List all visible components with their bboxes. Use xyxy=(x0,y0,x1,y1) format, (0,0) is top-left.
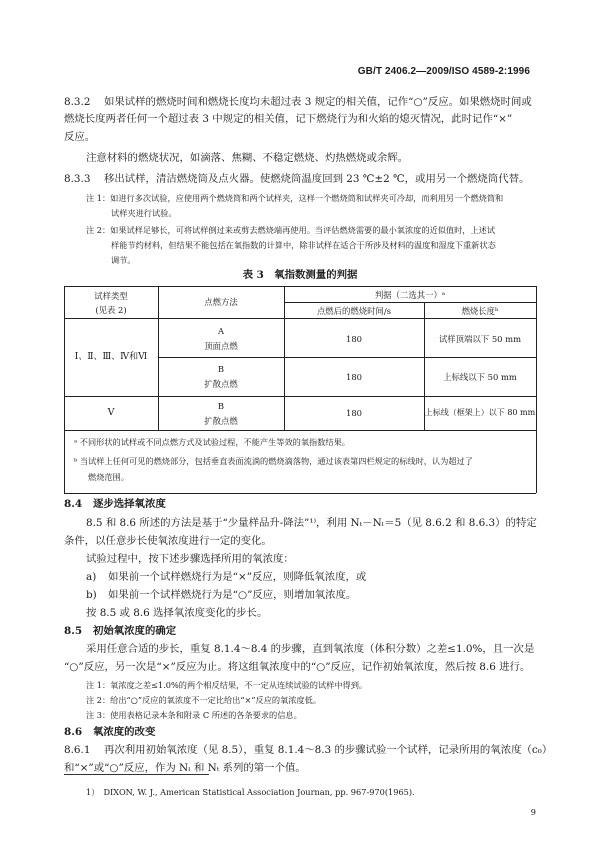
table-note-b-line2: 燃烧范围。 xyxy=(88,472,129,482)
table-row-2-method: 扩散点燃 xyxy=(204,379,238,389)
section-8-5-line1: 采用任意合适的步长，重复 8.1.4～8.4 的步骤，直到氧浓度（体积分数）之差≤1.0%，且一次是 xyxy=(86,643,535,655)
section-8-4-line3: 试验过程中，按下述步骤选择所用的氧浓度： xyxy=(86,553,294,565)
section-8-5-line2: “○”反应，另一次是“×”反应为止。将这组氧浓度中的“○”反应，记作初始氧浓度，然后按 8.6 进行。 xyxy=(64,661,531,673)
table-note-a: ᵃ 不同形状的试样或不同点燃方式及试验过程，不能产生等效的氧指数结果。 xyxy=(74,437,350,447)
section-8-4-title: 逐步选择氧浓度 xyxy=(93,498,166,510)
table-row-3-code: B xyxy=(217,401,225,411)
section-8-4-item-a: 如果前一个试样燃烧行为是“×”反应，则降低氧浓度，或 xyxy=(108,571,367,583)
section-8-4-item-b-label: b) xyxy=(86,589,97,601)
standard-header: GB/T 2406.2—2009/ISO 4589-2:1996 xyxy=(357,66,530,77)
table-top-rule xyxy=(64,286,536,287)
section-8-4-line2: 条件，以任意步长使氧浓度进行一定的变化。 xyxy=(64,535,272,547)
table-left-rule xyxy=(64,286,65,493)
section-8-5-number: 8.5 xyxy=(64,625,83,637)
section-8-3-2-line1: 如果试样的燃烧时间和燃烧长度均未超过表 3 规定的相关值，记作“○”反应。如果燃烧时间或 xyxy=(104,96,532,108)
section-8-5-title: 初始氧浓度的确定 xyxy=(93,625,177,637)
header-criteria: 判据（二选其一）ᵃ xyxy=(374,290,446,300)
section-8-6-1-line2: 和“×”或“○”反应，作为 Nₗ 和 Nₜ 系列的第一个值。 xyxy=(64,762,306,774)
table-notes-rule xyxy=(64,430,536,431)
footnote: 1） DIXON, W. J., American Statistical Association Journan, pp. 967-970(1965). xyxy=(86,787,415,797)
table-note-b-line1: ᵇ 当试样上任何可见的燃烧部分，包括垂直表面流淌的燃烧滴落物，通过该表第四栏规定的标线时，认为超过了 xyxy=(74,456,473,466)
section-8-6-1-number: 8.6.1 xyxy=(64,744,91,756)
section-8-3-2-line2: 燃烧长度两者任何一个超过表 3 中规定的相关值，记下燃烧行为和火焰的熄灭情况，此时记作“×” xyxy=(64,113,513,125)
table-row-3-time: 180 xyxy=(346,408,362,418)
table-row-3-method: 扩散点燃 xyxy=(204,416,238,426)
section-8-4-number: 8.4 xyxy=(64,498,83,510)
section-8-3-3-note1-line1: 注 1：如进行多次试验，应使用两个燃烧筒和两个试样夹，这样一个燃烧筒和试样夹可冷却，而利用另一个燃烧筒和 xyxy=(86,193,504,203)
section-8-6-1-line1: 再次利用初始氧浓度（见 8.5），重复 8.1.4～8.3 的步骤试验一个试样，记录所用的氧浓度（c₀） xyxy=(104,744,553,756)
header-specimen: 试样类型 xyxy=(94,291,128,301)
table-row-2-code: B xyxy=(217,364,225,374)
section-8-3-2-note: 注意材料的燃烧状况，如滴落、焦糊、不稳定燃烧、灼热燃烧或余辉。 xyxy=(86,152,409,164)
table-row-1-length: 试样顶端以下 50 mm xyxy=(438,334,522,344)
section-8-3-3-note2-line3: 调节。 xyxy=(111,255,136,265)
section-8-5-note3: 注 3：使用表格记录本条和附录 C 所述的各条要求的信息。 xyxy=(86,710,302,720)
page-number: 9 xyxy=(530,807,536,817)
table-caption: 表 3 氧指数测量的判据 xyxy=(242,269,358,281)
table-header-rule xyxy=(64,318,536,319)
section-8-4-item-a-label: a) xyxy=(86,571,97,583)
specimen-group-2: Ⅴ xyxy=(107,407,115,418)
section-8-3-3-note1-line2: 试样夹进行试验。 xyxy=(111,208,177,218)
table-row-1-method: 顶面点燃 xyxy=(204,341,238,351)
footnote-rule xyxy=(64,774,209,775)
header-method: 点燃方法 xyxy=(204,297,238,307)
section-8-6-number: 8.6 xyxy=(64,726,83,738)
header-specimen-sub: (见表 2) xyxy=(95,305,127,315)
table-row1-rule xyxy=(158,357,536,358)
section-8-4-line1: 8.5 和 8.6 所述的方法是基于“少量样品升-降法”¹⁾，利用 Nₜ－Nₗ＝5（见 8.6.2 和 8.6.3）的特定 xyxy=(86,517,537,529)
section-8-4-item-b: 如果前一个试样燃烧行为是“○”反应，则增加氧浓度。 xyxy=(108,589,357,601)
table-criteria-rule xyxy=(284,302,536,303)
header-burn-time: 点燃后的燃烧时间/s xyxy=(316,306,392,316)
section-8-3-3-text: 移出试样，清洁燃烧筒及点火器。使燃烧筒温度回到 23 ℃±2 ℃，或用另一个燃烧筒代替。 xyxy=(104,173,530,185)
section-8-5-note2: 注 2：给出“○”反应的氧浓度不一定比给出“×”反应的氧浓度低。 xyxy=(86,695,322,705)
section-8-3-3-note2-line2: 样能节约材料，但结果不能包括在氧指数的计算中，除非试样在适合于所涉及材料的温度和湿度下重新状态 xyxy=(111,240,496,250)
table-row-3-length: 上标线（框架上）以下 80 mm xyxy=(424,408,536,417)
table-row-1-code: A xyxy=(217,326,225,336)
header-burn-length: 燃烧长度ᵇ xyxy=(461,306,499,316)
table-group-rule xyxy=(64,396,536,397)
section-8-3-2-number: 8.3.2 xyxy=(64,96,91,108)
section-8-3-2-line3: 反应。 xyxy=(64,131,96,143)
table-row-1-time: 180 xyxy=(346,334,362,344)
table-row-2-length: 上标线以下 50 mm xyxy=(443,372,517,382)
section-8-3-3-note2-line1: 注 2：如果试样足够长，可将试样倒过来或剪去燃烧端再使用。当评估燃烧需要的最小氧浓度的近似值时，上述试 xyxy=(86,225,496,235)
section-8-6-title: 氧浓度的改变 xyxy=(93,726,156,738)
section-8-5-note1: 注 1：氧浓度之差≤1.0%的两个相反结果，不一定从连续试验的试样中得到。 xyxy=(86,680,368,690)
table-bottom-rule xyxy=(64,493,536,494)
section-8-4-line4: 按 8.5 或 8.6 选择氧浓度变化的步长。 xyxy=(86,607,268,619)
table-right-rule xyxy=(536,286,537,493)
section-8-3-3-number: 8.3.3 xyxy=(64,173,91,185)
specimen-group-1: Ⅰ、Ⅱ、Ⅲ、Ⅳ和Ⅵ xyxy=(74,352,148,362)
table-row-2-time: 180 xyxy=(346,372,362,382)
